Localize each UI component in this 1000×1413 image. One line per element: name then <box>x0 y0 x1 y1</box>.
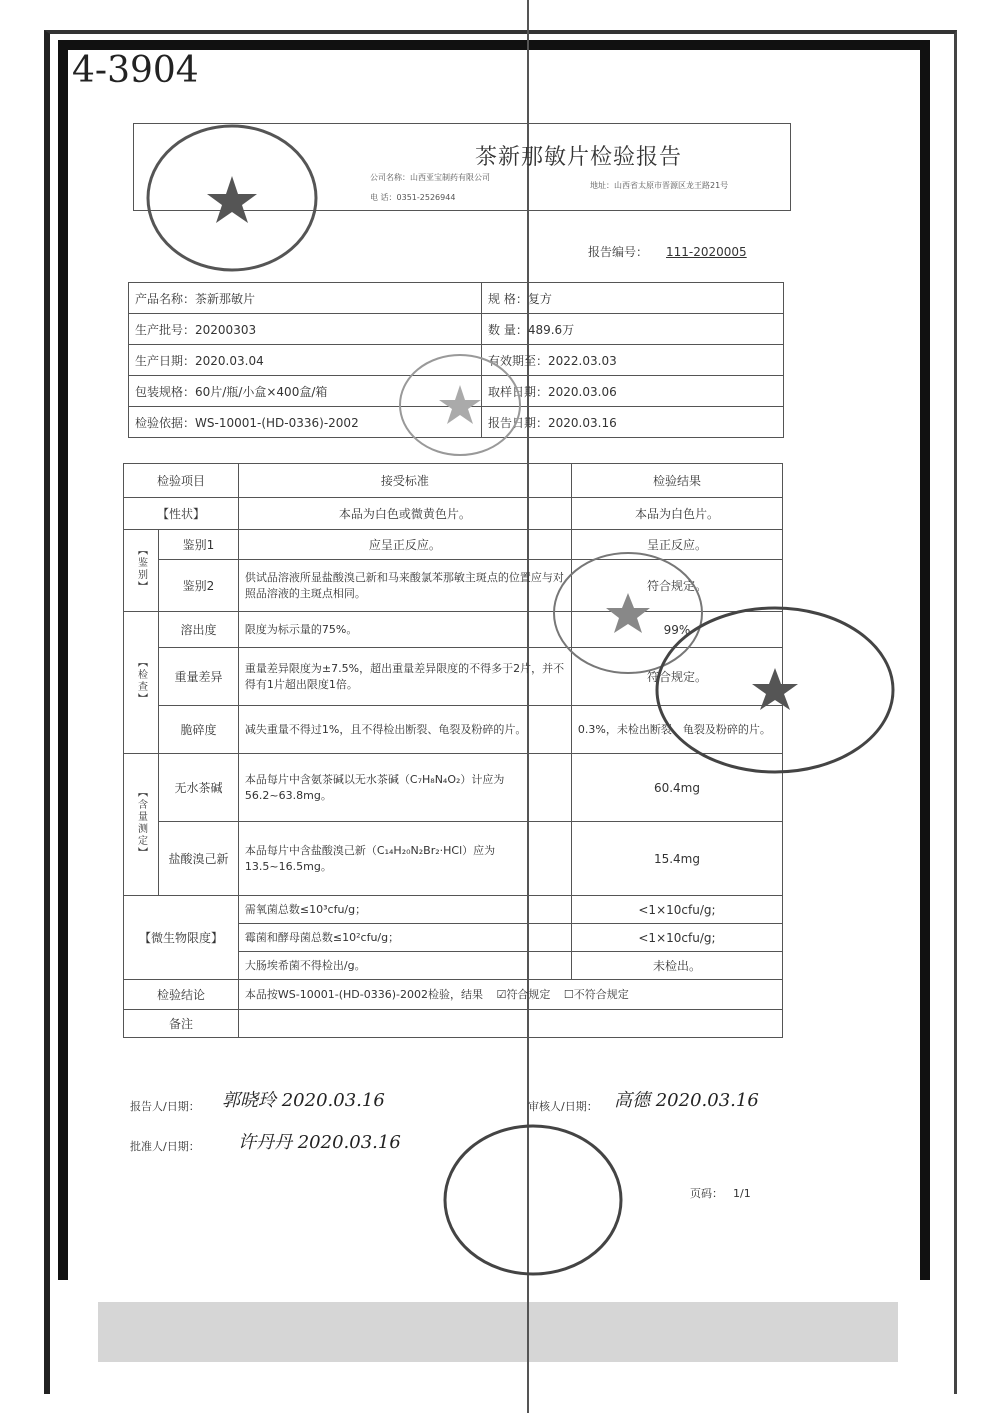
inspection-seal-stamp <box>395 350 525 460</box>
conclusion-pass-option: ☑符合规定 <box>496 987 551 1001</box>
batch-cell <box>129 314 482 345</box>
company-line: 公司名称：山西亚宝制药有限公司 <box>370 173 490 182</box>
row-standard: 减失重量不得过1%，且不得检出断裂、龟裂及粉碎的片。 <box>238 706 571 754</box>
basis-label: 检验依据： <box>135 415 196 430</box>
header-standard: 接受标准 <box>238 464 571 498</box>
reviewer-signature: 高德 2020.03.16 <box>614 1090 759 1111</box>
report-title: 茶新那敏片检验报告 <box>475 145 683 170</box>
report-date-label: 报告日期： <box>488 415 549 430</box>
report-number <box>588 243 747 260</box>
report-date-cell <box>482 407 784 438</box>
grey-band <box>98 1302 898 1362</box>
prod-date-label: 生产日期： <box>135 353 196 368</box>
group-label-text: 【含量测定】 <box>135 787 147 859</box>
qty-label: 数 量： <box>488 322 528 337</box>
group-label-text: 【鉴别】 <box>135 545 147 593</box>
row-result: <1×10cfu/g; <box>571 924 782 952</box>
row-result: 60.4mg <box>571 754 782 822</box>
reviewer-label: 审核人/日期： <box>528 1100 598 1113</box>
report-number-value: 111-2020005 <box>666 245 747 259</box>
reporter-signature: 郭晓玲 2020.03.16 <box>222 1090 385 1111</box>
row-standard: 应呈正反应。 <box>238 530 571 560</box>
qty-value: 489.6万 <box>527 322 575 337</box>
remarks-label: 备注 <box>124 1010 239 1038</box>
row-name: 溶出度 <box>159 612 239 648</box>
page-label: 页码： <box>690 1187 723 1200</box>
row-name: 重量差异 <box>159 648 239 706</box>
conclusion-cell <box>238 980 782 1010</box>
row-result: 0.3%，未检出断裂、龟裂及粉碎的片。 <box>571 706 782 754</box>
basis-value: WS-10001-(HD-0336)-2002 <box>195 415 359 430</box>
sample-cell <box>482 376 784 407</box>
row-standard: 本品为白色或微黄色片。 <box>238 498 571 530</box>
row-result: 呈正反应。 <box>571 530 782 560</box>
pack-label: 包装规格： <box>135 384 196 399</box>
row-result: 99% <box>571 612 782 648</box>
product-cell <box>129 283 482 314</box>
pack-value: 60片/瓶/小盒×400盒/箱 <box>195 384 328 399</box>
page-value: 1/1 <box>733 1187 751 1200</box>
batch-value: 20200303 <box>195 322 257 337</box>
qty-cell <box>482 314 784 345</box>
row-name: 【性状】 <box>124 498 239 530</box>
group-label-text: 【检查】 <box>135 657 147 705</box>
row-standard: 限度为标示量的75%。 <box>238 612 571 648</box>
header-item: 检验项目 <box>124 464 239 498</box>
row-standard: 需氧菌总数≤10³cfu/g； <box>238 896 571 924</box>
conclusion-label: 检验结论 <box>124 980 239 1010</box>
reporter-label: 报告人/日期： <box>130 1100 200 1113</box>
batch-label: 生产批号： <box>135 322 196 337</box>
sample-label: 取样日期： <box>488 384 549 399</box>
spec-label: 规 格： <box>488 291 528 306</box>
header-result: 检验结果 <box>571 464 782 498</box>
row-name: 【微生物限度】 <box>124 896 239 980</box>
conclusion-fail-option: ☐不符合规定 <box>563 987 629 1001</box>
page-number <box>690 1185 751 1201</box>
group-label <box>124 530 159 612</box>
spec-cell <box>482 283 784 314</box>
company-seal-stamp-3 <box>438 1120 628 1280</box>
approver-label: 批准人/日期： <box>130 1140 200 1153</box>
row-name: 鉴别1 <box>159 530 239 560</box>
sample-value: 2020.03.06 <box>548 384 617 399</box>
product-value: 茶新那敏片 <box>195 291 256 306</box>
handwritten-number: 4-3904 <box>72 50 199 91</box>
phone-line: 电 话：0351-2526944 <box>370 193 456 202</box>
row-standard: 本品每片中含盐酸溴己新（C₁₄H₂₀N₂Br₂·HCl）应为13.5~16.5mg。 <box>238 822 571 896</box>
approver-signature: 许丹丹 2020.03.16 <box>238 1132 401 1153</box>
address-line: 地址：山西省太原市晋源区龙王路21号 <box>590 181 729 190</box>
prod-date-value: 2020.03.04 <box>195 353 264 368</box>
row-name: 无水茶碱 <box>159 754 239 822</box>
row-result: <1×10cfu/g; <box>571 896 782 924</box>
expiry-value: 2022.03.03 <box>548 353 617 368</box>
row-standard: 供试品溶液所显盐酸溴己新和马来酸氯苯那敏主斑点的位置应与对照品溶液的主斑点相同。 <box>238 560 571 612</box>
company-seal-stamp-1 <box>142 118 322 278</box>
row-standard: 本品每片中含氨茶碱以无水茶碱（C₇H₈N₄O₂）计应为56.2~63.8mg。 <box>238 754 571 822</box>
report-number-label: 报告编号： <box>588 245 649 259</box>
row-result: 本品为白色片。 <box>571 498 782 530</box>
expiry-label: 有效期至： <box>488 353 549 368</box>
row-standard: 大肠埃希菌不得检出/g。 <box>238 952 571 980</box>
conclusion-text: 本品按WS-10001-(HD-0336)-2002检验，结果 <box>244 987 483 1001</box>
row-result: 15.4mg <box>571 822 782 896</box>
row-standard: 霉菌和酵母菌总数≤10²cfu/g； <box>238 924 571 952</box>
remarks-value <box>238 1010 782 1038</box>
row-name: 盐酸溴己新 <box>159 822 239 896</box>
expiry-cell <box>482 345 784 376</box>
row-result: 符合规定。 <box>571 648 782 706</box>
row-name: 鉴别2 <box>159 560 239 612</box>
quality-dept-stamp <box>650 600 900 780</box>
row-result: 符合规定。 <box>571 560 782 612</box>
row-result: 未检出。 <box>571 952 782 980</box>
report-date-value: 2020.03.16 <box>548 415 617 430</box>
row-name: 脆碎度 <box>159 706 239 754</box>
group-label <box>124 754 159 896</box>
group-label <box>124 612 159 754</box>
product-label: 产品名称： <box>135 291 196 306</box>
row-standard: 重量差异限度为±7.5%，超出重量差异限度的不得多于2片，并不得有1片超出限度1倍。 <box>238 648 571 706</box>
spec-value: 复方 <box>527 291 552 306</box>
